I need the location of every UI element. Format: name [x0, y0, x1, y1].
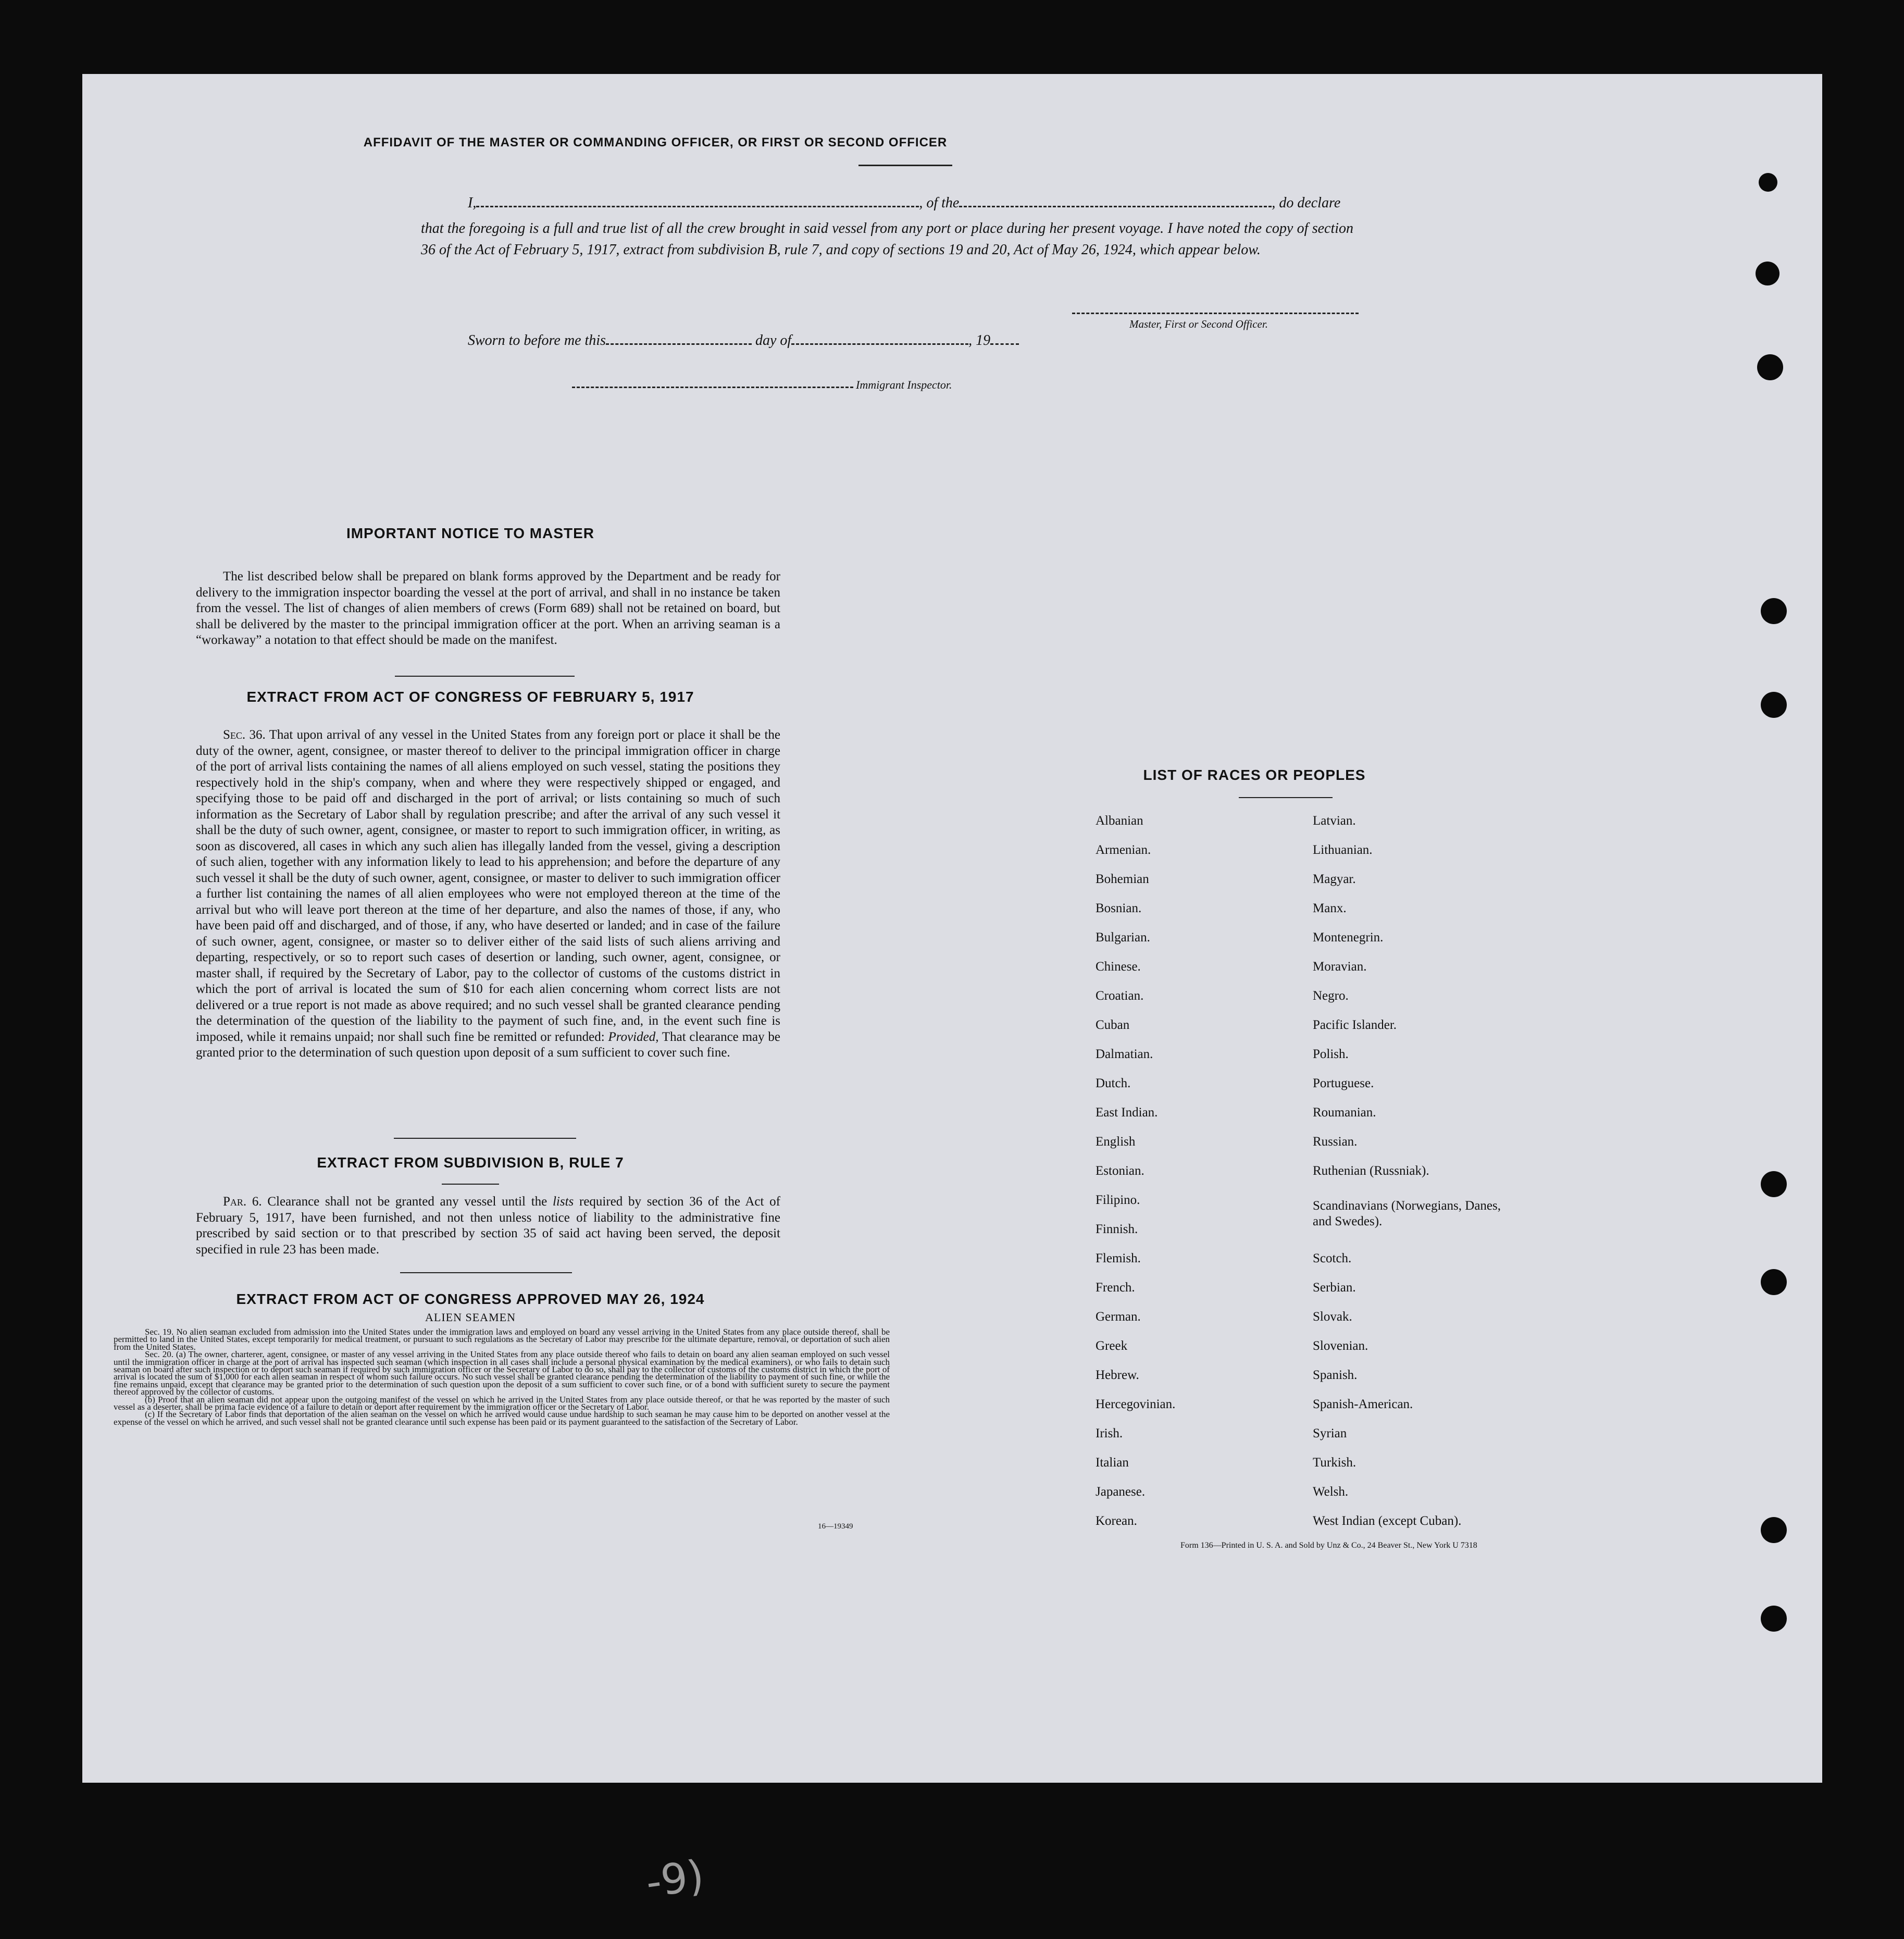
affidavit-of-label: , of the — [919, 195, 960, 211]
sworn-day-blank — [606, 343, 752, 345]
affidavit-title-rule — [858, 165, 952, 166]
race-left: Hercegovinian. — [1096, 1397, 1176, 1411]
punch-hole — [1761, 1269, 1787, 1295]
document-page — [82, 74, 1822, 1783]
par-6-body-b: required by section 36 of the Act of February 5, 1917, have been furnished, and not then unless notice of liability to the administrative fine prescribed by said section or to that prescribed by section 35 of said act having been served, the deposit specified in rule 23 has been made. — [196, 1195, 780, 1257]
sworn-dayof-label: day of — [755, 332, 792, 349]
master-name-blank — [476, 206, 919, 207]
race-left: East Indian. — [1096, 1105, 1158, 1120]
race-right: Latvian. — [1313, 814, 1356, 828]
inspector-signature-line — [572, 387, 853, 388]
race-right: Slovak. — [1313, 1310, 1352, 1324]
race-right: Spanish-American. — [1313, 1397, 1413, 1411]
race-left: Korean. — [1096, 1514, 1137, 1528]
race-right: Pacific Islander. — [1313, 1018, 1397, 1032]
race-left: Dutch. — [1096, 1076, 1131, 1090]
sworn-line — [468, 332, 1019, 349]
race-right: Spanish. — [1313, 1368, 1358, 1382]
affidavit-declare-label: , do declare — [1272, 195, 1341, 211]
race-left: Greek — [1096, 1339, 1128, 1353]
sworn-month-blank — [791, 343, 968, 345]
race-right: Roumanian. — [1313, 1105, 1376, 1120]
par-6-lists: lists — [552, 1195, 574, 1209]
race-right: Montenegrin. — [1313, 930, 1384, 944]
extract-1917-title: EXTRACT FROM ACT OF CONGRESS OF FEBRUARY 5, 1917 — [246, 689, 694, 705]
sworn-year-label: , 19 — [968, 332, 991, 349]
race-right: Syrian — [1313, 1426, 1347, 1440]
race-right: Welsh. — [1313, 1485, 1349, 1499]
extract-1924-title: EXTRACT FROM ACT OF CONGRESS APPROVED MAY 26, 1924 — [236, 1291, 705, 1307]
sec-36-body: That upon arrival of any vessel in the United States from any foreign port or place it shall be the duty of the owner, agent, consignee, or master thereof to deliver to the principal immigration officer in charge of the port of arrival lists containing the names of all aliens employed on such vessel, stating the positions they respectively hold in the ship's company, when and where they were respectively shipped or engaged, and specifying those to be paid off and discharged in the port of arrival; or lists containing so much of such information as the Secretary of Labor shall by regulation prescribe; and after the arrival of any such vessel it shall be the duty of such owner, agent, consignee, or master to report to such immigration officer, in writing, as soon as discovered, all cases in which any such alien has illegally landed from the vessel, giving a description of such alien, together with any information likely to lead to his apprehension; and before the departure of any such vessel it shall be the duty of such owner, agent, consignee, or master to deliver to such immigration officer a further list containing the names of all alien employees who were not employed thereon at the time of the arrival but who will leave port thereon at the time of her departure, and also the names of those, if any, who have been paid off and discharged, and of those, if any, who have deserted or landed; and in case of the failure of such owner, agent, consignee, or master so to deliver either of the said lists of such aliens arriving and departing, respectively, or so to report such cases of desertion or landing, such owner, agent, consignee, or master shall, if required by the Secretary of Labor, pay to the collector of customs of the customs district in which the port of arrival is located the sum of $10 for each alien concerning whom correct lists are not delivered or a true report is not made as above required; and no such vessel shall be granted clearance pending the determination of the question of the liability to the payment of such fine, and, in the event such fine is imposed, while it remains unpaid; nor shall such fine be remitted or refunded: — [196, 728, 780, 1044]
sec-20a-text: Sec. 20. (a) The owner, charterer, agent, consignee, or master of any vessel arriving in the United States from any place outside thereof who fails to detain on board any alien seaman employed on such vessel until the immigration officer in charge at the port of arrival has inspected such seaman (which inspection in all cases shall include a personal physical examination by the medical examiners), or who fails to detain such seaman on board after such inspection or to deport such seaman if required by such immigration officer or the Secretary of Labor to do so, shall pay to the collector of customs of the customs district in which the port of arrival is located the sum of $1,000 for each alien seaman in respect of whom such failure occurs. No such vessel shall be granted clearance pending the determination of the liability to payment of such fine, or while the fine remains unpaid, except that clearance may be granted prior to the determination of such question upon the deposit of a sum sufficient to cover such fine, or of a bond with sufficient surety to secure the payment thereof approved by the collector of customs. — [114, 1349, 890, 1397]
punch-hole — [1757, 354, 1783, 380]
punch-hole — [1761, 692, 1787, 718]
race-left: Armenian. — [1096, 843, 1151, 857]
sec-20b-text: (b) Proof that an alien seaman did not appear upon the outgoing manifest of the vessel on which he arrived in the United States from any place outside thereof, or that he was reported by the master of such vessel as a deserter, shall be prima facie evidence of a failure to detain or deport after requirement by the immigration officer or the Secretary of Labor. — [114, 1394, 890, 1412]
extract-1917-rule — [394, 1138, 576, 1139]
race-left: Bohemian — [1096, 872, 1149, 886]
rule-7-title: EXTRACT FROM SUBDIVISION B, RULE 7 — [317, 1154, 624, 1171]
notice-title: IMPORTANT NOTICE TO MASTER — [346, 525, 595, 541]
race-left: Flemish. — [1096, 1251, 1141, 1265]
par-6-label: Par. 6. — [223, 1195, 262, 1209]
affidavit-declaration-line — [468, 195, 1353, 212]
sec-19-text: Sec. 19. No alien seaman excluded from admission into the United States under the immigration laws and employed on board any vessel arriving in the United States from any place outside thereof, shall be permitted to land in the United States, except temporarily for medical treatment, or pursuant to such regulations as the Secretary of Labor may prescribe for the ultimate departure, removal, or deportation of such alien from the United States. — [114, 1327, 890, 1352]
race-left: French. — [1096, 1281, 1135, 1295]
race-right: Lithuanian. — [1313, 843, 1373, 857]
race-right: Slovenian. — [1313, 1339, 1368, 1353]
races-title: LIST OF RACES OR PEOPLES — [1143, 767, 1366, 783]
handwritten-mark: -9) — [643, 1850, 707, 1907]
race-right: Serbian. — [1313, 1281, 1356, 1295]
race-right: Polish. — [1313, 1047, 1349, 1061]
race-left: Albanian — [1096, 814, 1143, 828]
race-right: Ruthenian (Russniak). — [1313, 1164, 1429, 1178]
sec-36-body-end: That clearance may be granted prior to the determination of such question upon deposit of a sum sufficient to cover such fine. — [196, 1029, 780, 1060]
punch-hole — [1761, 1517, 1787, 1543]
affidavit-title: AFFIDAVIT OF THE MASTER OR COMMANDING OFFICER, OR FIRST OR SECOND OFFICER — [363, 135, 948, 150]
print-code: 16—19349 — [818, 1522, 853, 1531]
sworn-label: Sworn to before me this — [468, 332, 606, 349]
sec-36-provided: Provided, — [608, 1029, 659, 1044]
race-left: Chinese. — [1096, 960, 1141, 974]
race-right: West Indian (except Cuban). — [1313, 1514, 1462, 1528]
par-6-body-a: Clearance shall not be granted any vessel until the — [267, 1195, 547, 1209]
race-left: Cuban — [1096, 1018, 1130, 1032]
extract-1917-text — [196, 727, 780, 1061]
sec-36-label: Sec. 36. — [223, 728, 266, 742]
race-left: German. — [1096, 1310, 1141, 1324]
race-left: Bulgarian. — [1096, 930, 1150, 944]
extract-1924-sections — [114, 1328, 890, 1426]
race-left: Croatian. — [1096, 989, 1144, 1003]
race-left: Irish. — [1096, 1426, 1123, 1440]
race-right: Magyar. — [1313, 872, 1356, 886]
race-left: Japanese. — [1096, 1485, 1146, 1499]
master-signature-label: Master, First or Second Officer. — [1129, 318, 1268, 330]
race-left: Dalmatian. — [1096, 1047, 1153, 1061]
race-left: Italian — [1096, 1456, 1129, 1470]
notice-rule — [395, 676, 575, 677]
race-right: Portuguese. — [1313, 1076, 1374, 1090]
rule-7-rule — [400, 1272, 572, 1273]
notice-text: The list described below shall be prepared on blank forms approved by the Department and be ready for delivery to the immigration inspector boarding the vessel at the port of arrival, and shall in no instance be taken from the vessel. The list of changes of alien members of crews (Form 689) shall not be retained on board, but shall be delivered by the master to the principal immigration officer at the port. When an arriving seaman is a “workaway” a notation to that effect should be made on the manifest. — [196, 569, 780, 647]
master-signature-line — [1072, 313, 1359, 314]
race-left: Finnish. — [1096, 1222, 1138, 1236]
race-left: Hebrew. — [1096, 1368, 1139, 1382]
punch-hole — [1756, 262, 1779, 285]
race-right: Turkish. — [1313, 1456, 1357, 1470]
affidavit-i-label: I, — [468, 195, 477, 211]
form-footer: Form 136—Printed in U. S. A. and Sold by Unz & Co., 24 Beaver St., New York U 7318 — [1180, 1541, 1477, 1550]
punch-hole — [1761, 598, 1787, 624]
race-right: Manx. — [1313, 901, 1347, 915]
rule-7-text — [196, 1194, 780, 1258]
inspector-label: Immigrant Inspector. — [856, 378, 952, 391]
punch-hole — [1761, 1606, 1787, 1632]
race-left: Estonian. — [1096, 1164, 1144, 1178]
extract-1924-subtitle: ALIEN SEAMEN — [425, 1311, 516, 1324]
race-left: Filipino. — [1096, 1193, 1140, 1207]
rule-7-title-rule — [442, 1184, 499, 1185]
vessel-name-blank — [959, 206, 1272, 207]
punch-hole — [1761, 1171, 1787, 1197]
race-right: Negro. — [1313, 989, 1349, 1003]
race-right: Scotch. — [1313, 1251, 1352, 1265]
race-right: Scandinavians (Norwegians, Danes, and Swedes). — [1313, 1199, 1501, 1228]
sworn-year-blank — [990, 343, 1019, 345]
races-title-rule — [1239, 797, 1333, 798]
sec-20c-text: (c) If the Secretary of Labor finds that deportation of the alien seaman on the vessel on which he arrived would cause undue hardship to such seaman he may cause him to be deported on another vessel at the expense of the vessel on which he arrived, and such vessel shall not be granted clearance until such expense has been paid or its payment guaranteed to the satisfaction of the Secretary of Labor. — [114, 1409, 890, 1427]
race-left: English — [1096, 1135, 1136, 1149]
affidavit-body: that the foregoing is a full and true list of all the crew brought in said vessel from any port or place during her present voyage. I have noted the copy of section 36 of the Act of February 5, 1917, extract from subdivision B, rule 7, and copy of sections 19 and 20, Act of May 26, 1924, which appear below. — [421, 220, 1353, 258]
punch-hole — [1759, 173, 1777, 192]
race-left: Bosnian. — [1096, 901, 1142, 915]
race-right: Russian. — [1313, 1135, 1358, 1149]
race-right: Moravian. — [1313, 960, 1367, 974]
